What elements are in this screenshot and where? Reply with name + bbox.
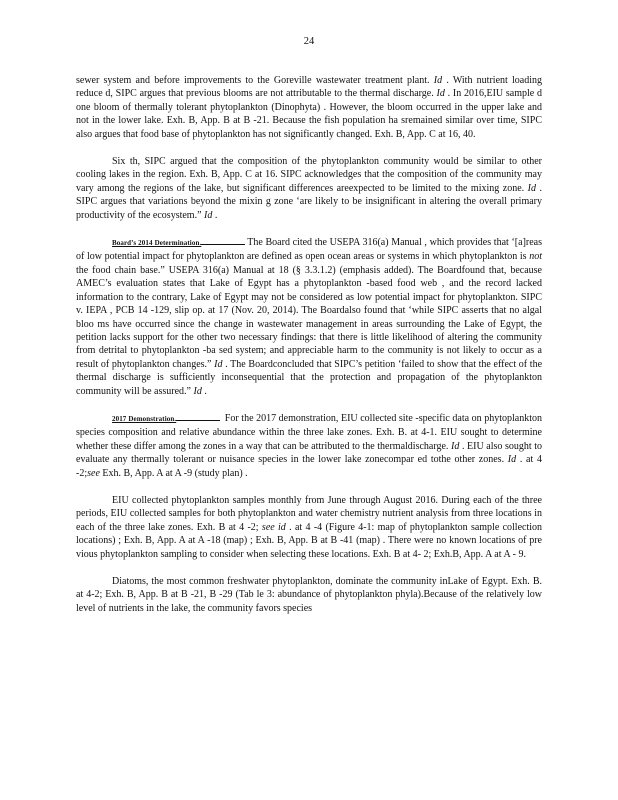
paragraph: [76, 74, 542, 141]
text-run: EIU collected phytoplankton samples monthly from June through August 2016. During each of the three periods, EIU collected samples for both phytoplankton and water chemistry nutrient analysis from three locations in each of the three lake zones. Exh. B at 4 -2;: [76, 494, 542, 533]
text-run: Diatoms, the most common freshwater phytoplankton, dominate the community inLake of Egypt. Exh. B. at 4-2; Exh. B, App. B at B -21, B -29 (Tab le 3: abundance of phytoplankton phyla).Because of the relatively low level of nutrients in the lake, the community favors species: [76, 576, 542, 614]
italic-citation: see: [87, 467, 100, 479]
italic-citation: see: [261, 521, 275, 533]
text-run: .: [201, 385, 207, 397]
italic-citation: Id: [527, 182, 536, 194]
italic-citation: Id: [507, 454, 517, 466]
text-run: . With nutrient loading reduce d, SIPC argues that previous blooms are not attributable to the thermal discharge.: [76, 75, 543, 100]
paragraph: [76, 155, 542, 222]
italic-citation: Id: [451, 440, 460, 452]
text-run: the food chain base.” USEPA 316(a) Manual at 18 (§ 3.3.1.2) (emphasis added). The Boardfound that, because AMEC’s evaluation states that Lake of Egypt has a phytoplankton -based food web , and the record lacked information to the contrary, Lake of Egypt may not be considered as low potential impact for phytoplankton. SIPC v. IEPA , PCB 14 -129, slip op. at 17 (Nov. 20, 2014). The Boardalso found that ‘while SIPC asserts that no algal bloo ms have occurred since the change in wastewater management in areas surrounding the Lake of Egypt, the petition lacks support for the other two necessary findings: that there is little likelihood of altering the community from detrital to phytoplankton -ba sed system; and appreciable harm to the community is not likely to occur as a result of phytoplankton changes.”: [76, 264, 542, 370]
paragraph: [76, 575, 542, 615]
italic-citation: not: [529, 251, 542, 263]
heading-underline-rule: [176, 420, 220, 421]
italic-citation: Id: [204, 209, 213, 221]
text-run: . In 2016,EIU sample d one bloom of thermally tolerant phytoplankton (Dinophyta) . However, the bloom occurred in the upper lake and not in the lower lake. Exh. B, App. B at B -21. Because the fish population ha sremained similar over time, SIPC also argues that food base of phytoplankton has not significantly changed. Exh. B, App. C at 16, 40.: [76, 88, 542, 140]
text-run: The Board cited the USEPA 316(a) Manual , which provides that ‘[a]reas of low potential impact for phytoplankton are defined as open ocean areas or systems in which phytoplankton is: [76, 237, 542, 263]
section-heading: 2017 Demonstration.: [112, 414, 177, 423]
document-body: [76, 74, 542, 629]
text-run: sewer system and before improvements to the Goreville wastewater treatment plant.: [76, 75, 434, 86]
text-run: . The Boardconcluded that SIPC’s petition ‘failed to show that the effect of the thermal discharge is sufficiently inconsequential that the protection and propagation of the phytoplankton community will be assured.”: [76, 358, 543, 397]
italic-citation: Id: [193, 385, 202, 397]
paragraph: [76, 412, 542, 480]
paragraph: [76, 494, 542, 561]
italic-citation: Id: [214, 358, 223, 370]
italic-citation: Id: [436, 88, 445, 100]
heading-underline-rule: [201, 244, 245, 245]
italic-citation: Id: [433, 75, 443, 86]
text-run: .: [212, 209, 218, 221]
text-run: . at 4 -4 (Figure 4-1: map of phytoplankton sample collection locations) ; Exh. B, App. A at A -18 (map) ; Exh. B, App. B at B -41 (map) . There were no known locations of pre vious phytoplankton sampling to consider when selecting these locations. Exh. B at 4- 2; Exh.B, App. A at A - 9.: [76, 521, 543, 560]
text-run: For the 2017 demonstration, EIU collected site -specific data on phytoplankton species composition and relative abundance within the three lake zones. Exh. B. at 4-1. EIU sought to determine whether these differ among the zones in a way that can be attributed to the thermaldischarge.: [76, 412, 543, 452]
italic-citation: id: [278, 521, 286, 533]
page-number: 24: [303, 36, 315, 47]
paragraph: [76, 236, 542, 398]
section-heading: Board’s 2014 Determination.: [112, 239, 202, 248]
text-run: . EIU also sought to evaluate any thermally tolerant or nuisance species in the lower lake zonecompar ed tothe other zones.: [76, 440, 542, 466]
text-run: Exh. B, App. A at A -9 (study plan) .: [99, 467, 248, 479]
text-run: . at 4 -2;: [76, 454, 542, 479]
text-run: . SIPC argues that variations beyond the mixin g zone ‘are likely to be insignificant in altering the overall primary productivity of the ecosystem.”: [76, 182, 543, 221]
text-run: Six th, SIPC argued that the composition of the phytoplankton community would be similar to other cooling lakes in the region. Exh. B, App. C at 16. SIPC acknowledges that the composition of the community may vary among the regions of the lake, but significant differences areexpected to be limited to the mixing zone.: [76, 156, 542, 194]
